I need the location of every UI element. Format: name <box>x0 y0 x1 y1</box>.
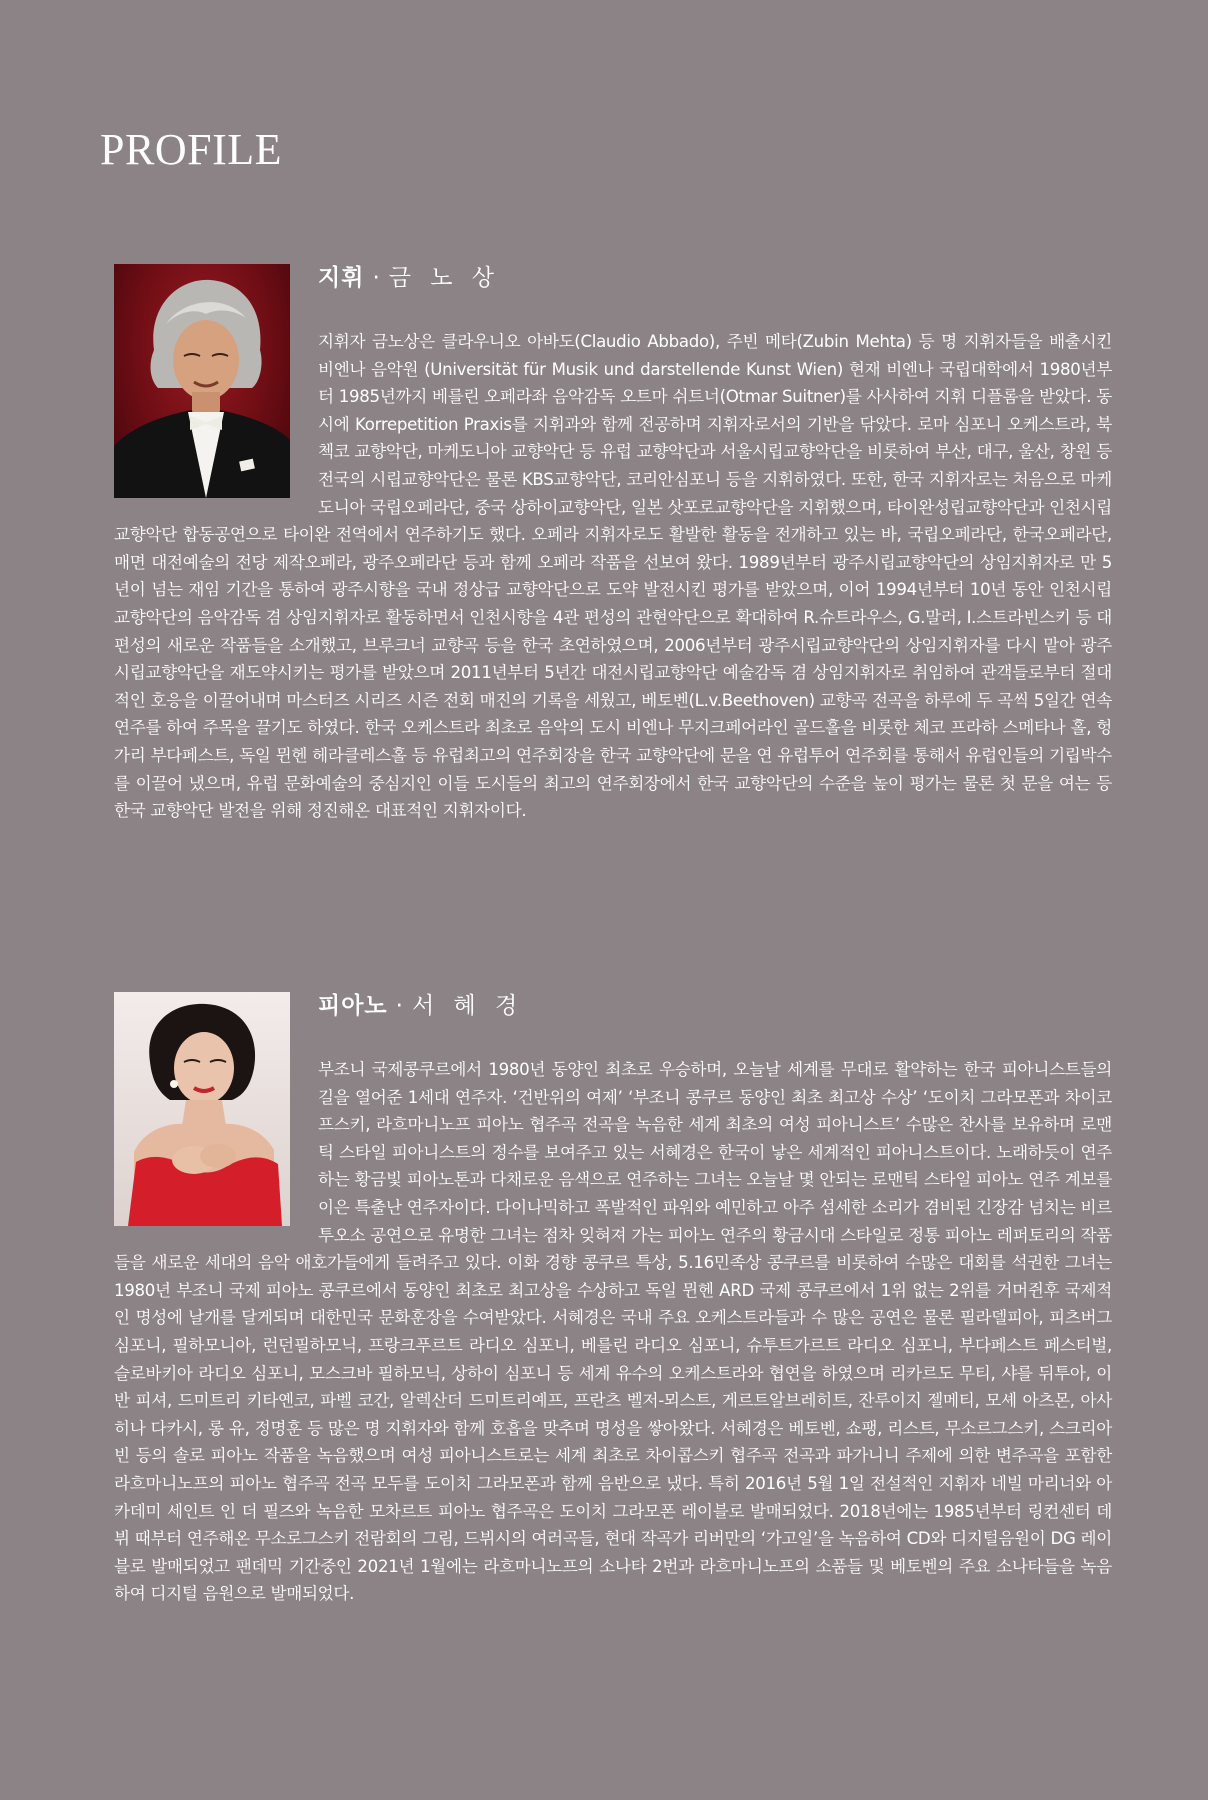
conductor-profile <box>114 264 1112 825</box>
conductor-photo <box>114 264 290 498</box>
conductor-portrait-illustration <box>114 264 290 498</box>
pianist-name: 서 혜 경 <box>411 993 524 1019</box>
conductor-heading-separator: · <box>372 265 381 291</box>
pianist-portrait-illustration <box>114 992 290 1226</box>
conductor-bio: 지휘자 금노상은 클라우니오 아바도(Claudio Abbado), 주빈 메타(Zubin Mehta) 등 명 지휘자들을 배출시킨 비엔나 음악원 (Universität für Musik und darstellende Kunst Wien) 현재 비엔나 국립대학에서 1980년부터 1985년까지 베를린 오페라좌 음악감독 오트마 쉬트너(Otmar Suitner)를 사사하여 지휘 디플롬을 받았다. 동시에 Korrepetition Praxis를 지휘과와 함께 전공하며 지휘자로서의 기반을 닦았다. 로마 심포니 오케스트라, 북첵코 교향악단, 마케도니아 교향악단 등 유럽 교향악단과 서울시립교향악단을 비롯하여 부산, 대구, 울산, 창원 등 전국의 시립교향악단은 물론 KBS교향악단, 코리안심포니 등을 지휘하였다. 또한, 한국 지휘자로는 처음으로 마케도니아 국립오페라단, 중국 상하이교향악단, 일본 삿포로교향악단을 지휘했으며, 타이완성립교향악단과 인천시립교향악단 합동공연으로 타이완 전역에서 연주하기도 했다. 오페라 지휘자로도 활발한 활동을 전개하고 있는 바, 국립오페라단, 한국오페라단, 매면 대전예술의 전당 제작오페라, 광주오페라단 등과 함께 오페라 작품을 선보여 왔다. 1989년부터 광주시립교향악단의 상임지휘자로 만 5년이 넘는 재임 기간을 통하여 광주시향을 국내 정상급 교향악단으로 도약 발전시킨 평가를 받았으며, 이어 1994년부터 10년 동안 인천시립교향악단의 음악감독 겸 상임지휘자로 활동하면서 인천시향을 4관 편성의 관현악단으로 확대하여 R.슈트라우스, G.말러, I.스트라빈스키 등 대편성의 새로운 작품들을 소개했고, 브루크너 교향곡 등을 한국 초연하였으며, 2006년부터 광주시립교향악단의 상임지휘자를 다시 맡아 광주시립교향악단을 재도약시키는 평가를 받았으며 2011년부터 5년간 대전시립교향악단 예술감독 겸 상임지휘자로 취임하여 관객들로부터 절대적인 호응을 이끌어내며 마스터즈 시리즈 시즌 전회 매진의 기록을 세웠고, 베토벤(L.v.Beethoven) 교향곡 전곡을 하루에 두 곡씩 5일간 연속 연주를 하여 주목을 끌기도 하였다. 한국 오케스트라 최초로 음악의 도시 비엔나 무지크페어라인 골드홀을 비롯한 체코 프라하 스메타나 홀, 헝가리 부다페스트, 독일 뮌헨 헤라클레스홀 등 유럽최고의 연주회장을 한국 교향악단에 문을 연 유럽투어 연주회를 통해서 유럽인들의 기립박수를 이끌어 냈으며, 유럽 문화예술의 중심지인 이들 도시들의 최고의 연주회장에서 한국 교향악단의 수준을 높이 평가는 물론 첫 문을 여는 등 한국 교향악단 발전을 위해 정진해온 대표적인 지휘자이다. <box>114 332 1113 821</box>
pianist-profile <box>114 992 1112 1608</box>
page-title: PROFILE <box>100 125 282 174</box>
conductor-name: 금 노 상 <box>388 265 501 291</box>
pianist-photo <box>114 992 290 1226</box>
conductor-role: 지휘 <box>318 265 365 291</box>
pianist-heading-separator: · <box>395 993 404 1019</box>
pianist-bio: 부조니 국제콩쿠르에서 1980년 동양인 최초로 우승하며, 오늘날 세계를 무대로 활약하는 한국 피아니스트들의 길을 열어준 1세대 연주자. ‘건반위의 여제’ ‘부조니 콩쿠르 동양인 최초 최고상 수상’ ‘도이치 그라모폰과 차이코프스키, 라흐마니노프 피아노 협주곡 전곡을 녹음한 세계 최초의 여성 피아니스트’ 수많은 찬사를 보유하며 로맨틱 스타일 피아니스트의 정수를 보여주고 있는 서혜경은 한국이 낳은 세계적인 피아니스트이다. 노래하듯이 연주하는 황금빛 피아노톤과 다채로운 음색으로 연주하는 그녀는 오늘날 몇 안되는 로맨틱 스타일 피아노 연주 계보를 이은 특출난 연주자이다. 다이나믹하고 폭발적인 파워와 예민하고 아주 섬세한 소리가 겸비된 긴장감 넘치는 비르투오소 공연으로 유명한 그녀는 점차 잊혀져 가는 피아노 연주의 황금시대 스타일로 정통 피아노 레퍼토리의 작품들을 새로운 세대의 음악 애호가들에게 들려주고 있다. 이화 경향 콩쿠르 특상, 5.16민족상 콩쿠르를 비롯하여 수많은 대회를 석권한 그녀는 1980년 부조니 국제 피아노 콩쿠르에서 동양인 최초로 최고상을 수상하고 독일 뮌헨 ARD 국제 콩쿠르에서 1위 없는 2위를 거머쥔후 국제적인 명성에 날개를 달게되며 대한민국 문화훈장을 수여받았다. 서혜경은 국내 주요 오케스트라들과 수 많은 공연은 물론 필라델피아, 피츠버그 심포니, 필하모니아, 런던필하모닉, 프랑크푸르트 라디오 심포니, 베를린 라디오 심포니, 슈투트가르트 라디오 심포니, 부다페스트 페스티벌, 슬로바키아 라디오 심포니, 모스크바 필하모닉, 상하이 심포니 등 세계 유수의 오케스트라와 협연을 하였으며 리카르도 무티, 샤를 뒤투아, 이반 피셔, 드미트리 키타옌코, 파벨 코간, 알렉산더 드미트리예프, 프란츠 벨저-뫼스트, 게르트알브레히트, 잔루이지 젤메티, 모셰 아츠몬, 아사히나 다카시, 롱 유, 정명훈 등 많은 명 지휘자와 함께 호흡을 맞추며 명성을 쌓아왔다. 서혜경은 베토벤, 쇼팽, 리스트, 무소르그스키, 스크리아빈 등의 솔로 피아노 작품을 녹음했으며 여성 피아니스트로는 세계 최초로 차이콥스키 협주곡 전곡과 파가니니 주제에 의한 변주곡을 포함한 라흐마니노프의 피아노 협주곡 전곡 모두를 도이치 그라모폰과 함께 음반으로 냈다. 특히 2016년 5월 1일 전설적인 지휘자 네빌 마리너와 아카데미 세인트 인 더 필즈와 녹음한 모차르트 피아노 협주곡은 도이치 그라모폰 레이블로 발매되었다. 2018년에는 1985년부터 링컨센터 데뷔 때부터 연주해온 무소로그스키 전람회의 그림, 드뷔시의 여러곡들, 현대 작곡가 리버만의 ‘가고일’을 녹음하여 CD와 디지털음원이 DG 레이블로 발매되었고 팬데믹 기간중인 2021년 1월에는 라흐마니노프의 소나타 2번과 라흐마니노프의 소품들 및 베토벤의 주요 소나타들을 녹음하여 디지털 음원으로 발매되었다. <box>114 1060 1112 1604</box>
pianist-role: 피아노 <box>318 993 388 1019</box>
